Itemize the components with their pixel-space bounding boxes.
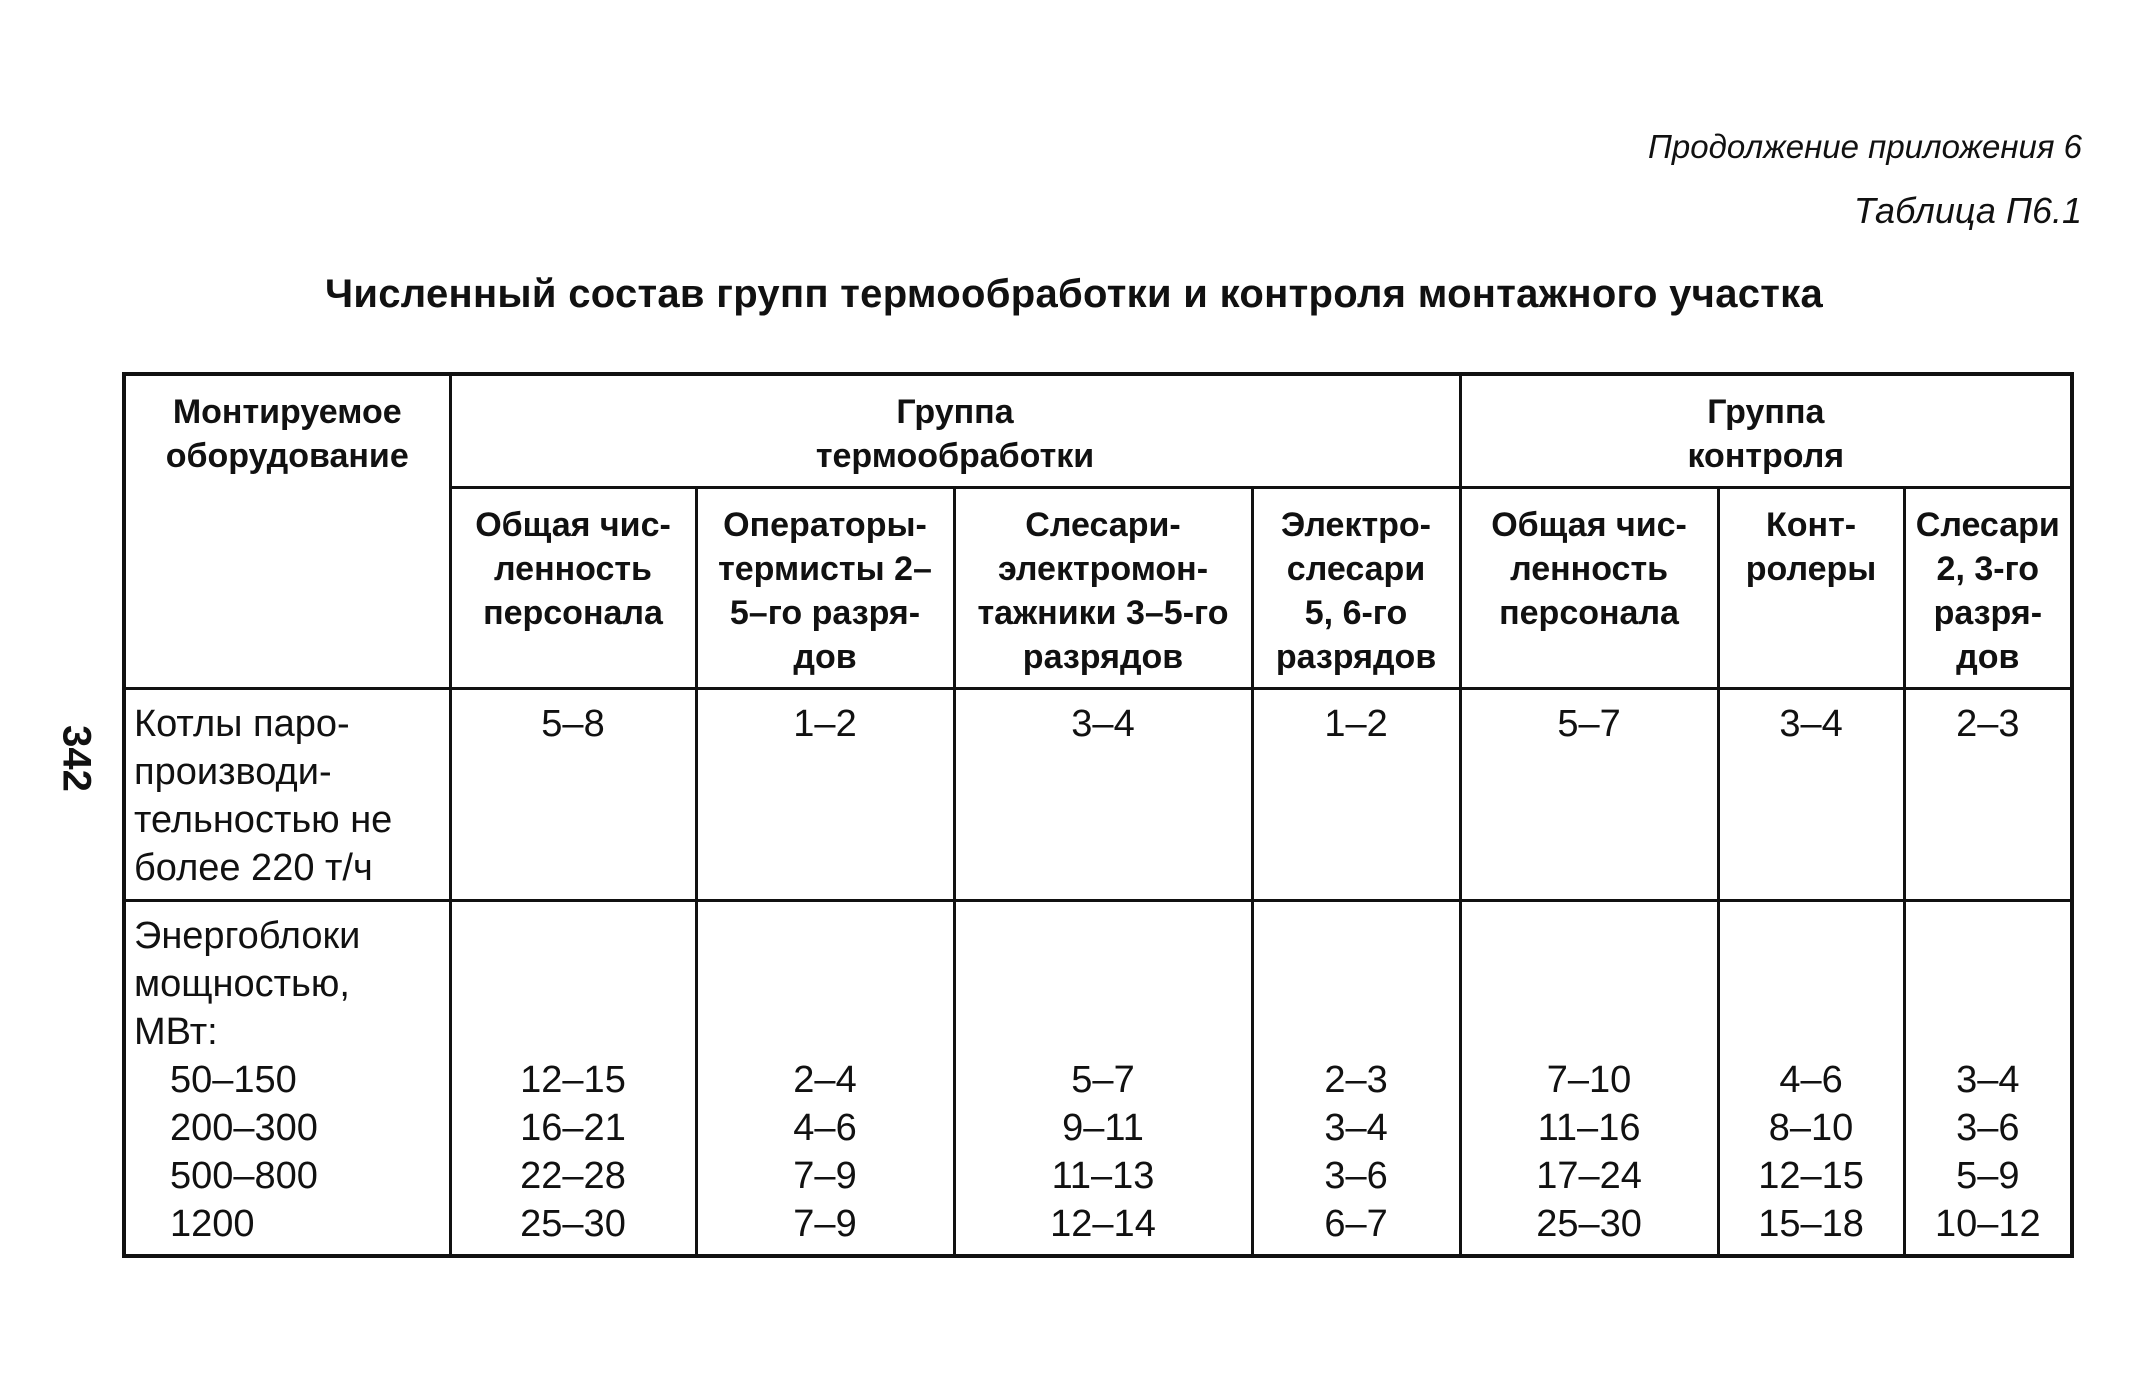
table-title: Численный состав групп термообработки и контроля монтажного участка bbox=[324, 272, 1824, 316]
cell-value: 12–15 bbox=[520, 1059, 626, 1101]
column-header-fitters bbox=[1904, 488, 2072, 689]
cell-value: 2–3 bbox=[1324, 1059, 1388, 1101]
staffing-table bbox=[122, 372, 2074, 1258]
column-header-line: слесари bbox=[1286, 550, 1426, 588]
table-cell: 3–4 bbox=[954, 689, 1252, 901]
row-label-line: Котлы паро- bbox=[134, 703, 350, 745]
table-cell bbox=[450, 901, 696, 1257]
cell-value: 7–10 bbox=[1546, 1059, 1632, 1101]
table-cell bbox=[1904, 901, 2072, 1257]
column-header-line: 5–го разря- bbox=[729, 594, 921, 632]
group-header-line: Группа bbox=[896, 393, 1014, 431]
column-header-line: разрядов bbox=[1275, 638, 1437, 676]
cell-value: 7–9 bbox=[793, 1155, 857, 1197]
cell-value: 4–6 bbox=[793, 1107, 857, 1149]
row-label-line: тельностью не bbox=[134, 799, 393, 841]
table-row-power-units bbox=[124, 901, 2072, 1257]
column-header-line: 2, 3-го bbox=[1936, 550, 2040, 588]
table-row-boilers bbox=[124, 689, 2072, 901]
column-header-heat-total bbox=[450, 488, 696, 689]
group-header-line: Группа bbox=[1707, 393, 1825, 431]
cell-value: 12–14 bbox=[1050, 1203, 1156, 1245]
column-header-line: ролеры bbox=[1745, 550, 1877, 588]
table-cell: 5–8 bbox=[450, 689, 696, 901]
equipment-header-line: оборудование bbox=[165, 437, 409, 475]
column-header-line: 5, 6-го bbox=[1304, 594, 1408, 632]
cell-value: 2–4 bbox=[793, 1059, 857, 1101]
table-cell: 5–7 bbox=[1460, 689, 1718, 901]
cell-value: 12–15 bbox=[1758, 1155, 1864, 1197]
column-header-line: Слесари- bbox=[1025, 506, 1181, 544]
column-header-electro-fitters bbox=[1252, 488, 1460, 689]
row-label-boilers bbox=[124, 689, 450, 901]
column-header-line: ленность bbox=[494, 550, 652, 588]
cell-value: 3–6 bbox=[1324, 1155, 1388, 1197]
column-header-line: Общая чис- bbox=[1491, 506, 1687, 544]
row-label-line: производи- bbox=[134, 751, 332, 793]
page-number: 342 bbox=[54, 725, 99, 792]
column-header-line: дов bbox=[1956, 638, 2020, 676]
table-cell bbox=[1718, 901, 1904, 1257]
column-header-line: дов bbox=[793, 638, 857, 676]
column-header-controllers bbox=[1718, 488, 1904, 689]
cell-value: 10–12 bbox=[1934, 1203, 2041, 1245]
column-header-line: разря- bbox=[1933, 594, 2043, 632]
cell-value: 25–30 bbox=[520, 1203, 626, 1245]
column-header-line: разрядов bbox=[1022, 638, 1184, 676]
column-header-line: Операторы- bbox=[723, 506, 927, 544]
column-header-line: ленность bbox=[1510, 550, 1668, 588]
cell-value: 11–13 bbox=[1051, 1155, 1155, 1197]
column-header-operators bbox=[696, 488, 954, 689]
heat-treatment-group-header bbox=[450, 374, 1460, 488]
row-label-line: мощностью, bbox=[134, 963, 350, 1005]
column-header-line: термисты 2– bbox=[718, 550, 932, 588]
row-label-line: Энергоблоки bbox=[134, 915, 361, 957]
cell-value: 15–18 bbox=[1758, 1203, 1864, 1245]
row-label-line: более 220 т/ч bbox=[134, 847, 373, 889]
row-label-power-units bbox=[124, 901, 450, 1257]
cell-value: 4–6 bbox=[1779, 1059, 1843, 1101]
table-cell bbox=[954, 901, 1252, 1257]
cell-value: 22–28 bbox=[520, 1155, 626, 1197]
column-header-control-total bbox=[1460, 488, 1718, 689]
cell-value: 25–30 bbox=[1536, 1203, 1642, 1245]
row-label-line: МВт: bbox=[134, 1011, 218, 1053]
power-range-label: 500–800 bbox=[170, 1155, 318, 1197]
column-header-line: персонала bbox=[483, 594, 663, 632]
table-number: Таблица П6.1 bbox=[1853, 190, 2082, 231]
cell-value: 3–6 bbox=[1956, 1107, 2020, 1149]
power-range-label: 1200 bbox=[170, 1203, 255, 1245]
cell-value: 3–4 bbox=[1324, 1107, 1388, 1149]
power-range-label: 200–300 bbox=[170, 1107, 318, 1149]
equipment-header-line: Монтируемое bbox=[172, 393, 402, 431]
table-cell bbox=[1460, 901, 1718, 1257]
cell-value: 7–9 bbox=[793, 1203, 857, 1245]
column-header-electricians-mounting bbox=[954, 488, 1252, 689]
equipment-header bbox=[124, 374, 450, 689]
cell-value: 11–16 bbox=[1537, 1107, 1641, 1149]
table-cell: 3–4 bbox=[1718, 689, 1904, 901]
column-header-line: Электро- bbox=[1281, 506, 1431, 544]
table-cell: 1–2 bbox=[1252, 689, 1460, 901]
column-header-line: Слесари bbox=[1915, 506, 2060, 544]
cell-value: 6–7 bbox=[1324, 1203, 1388, 1245]
column-header-line: электромон- bbox=[997, 550, 1209, 588]
cell-value: 5–9 bbox=[1956, 1155, 2020, 1197]
power-range-label: 50–150 bbox=[170, 1059, 297, 1101]
column-header-line: Конт- bbox=[1766, 506, 1857, 544]
group-header-line: контроля bbox=[1687, 437, 1845, 475]
group-header-line: термообработки bbox=[815, 437, 1095, 475]
column-header-line: персонала bbox=[1499, 594, 1679, 632]
table-cell: 1–2 bbox=[696, 689, 954, 901]
cell-value: 9–11 bbox=[1062, 1107, 1144, 1149]
table-cell bbox=[696, 901, 954, 1257]
cell-value: 17–24 bbox=[1536, 1155, 1642, 1197]
column-header-line: Общая чис- bbox=[475, 506, 671, 544]
cell-value: 8–10 bbox=[1768, 1107, 1854, 1149]
continuation-note: Продолжение приложения 6 bbox=[1647, 128, 2082, 165]
table-cell: 2–3 bbox=[1904, 689, 2072, 901]
table-cell bbox=[1252, 901, 1460, 1257]
column-header-line: тажники 3–5-го bbox=[977, 594, 1229, 632]
cell-value: 5–7 bbox=[1071, 1059, 1135, 1101]
control-group-header bbox=[1460, 374, 2072, 488]
cell-value: 16–21 bbox=[520, 1107, 626, 1149]
cell-value: 3–4 bbox=[1956, 1059, 2020, 1101]
